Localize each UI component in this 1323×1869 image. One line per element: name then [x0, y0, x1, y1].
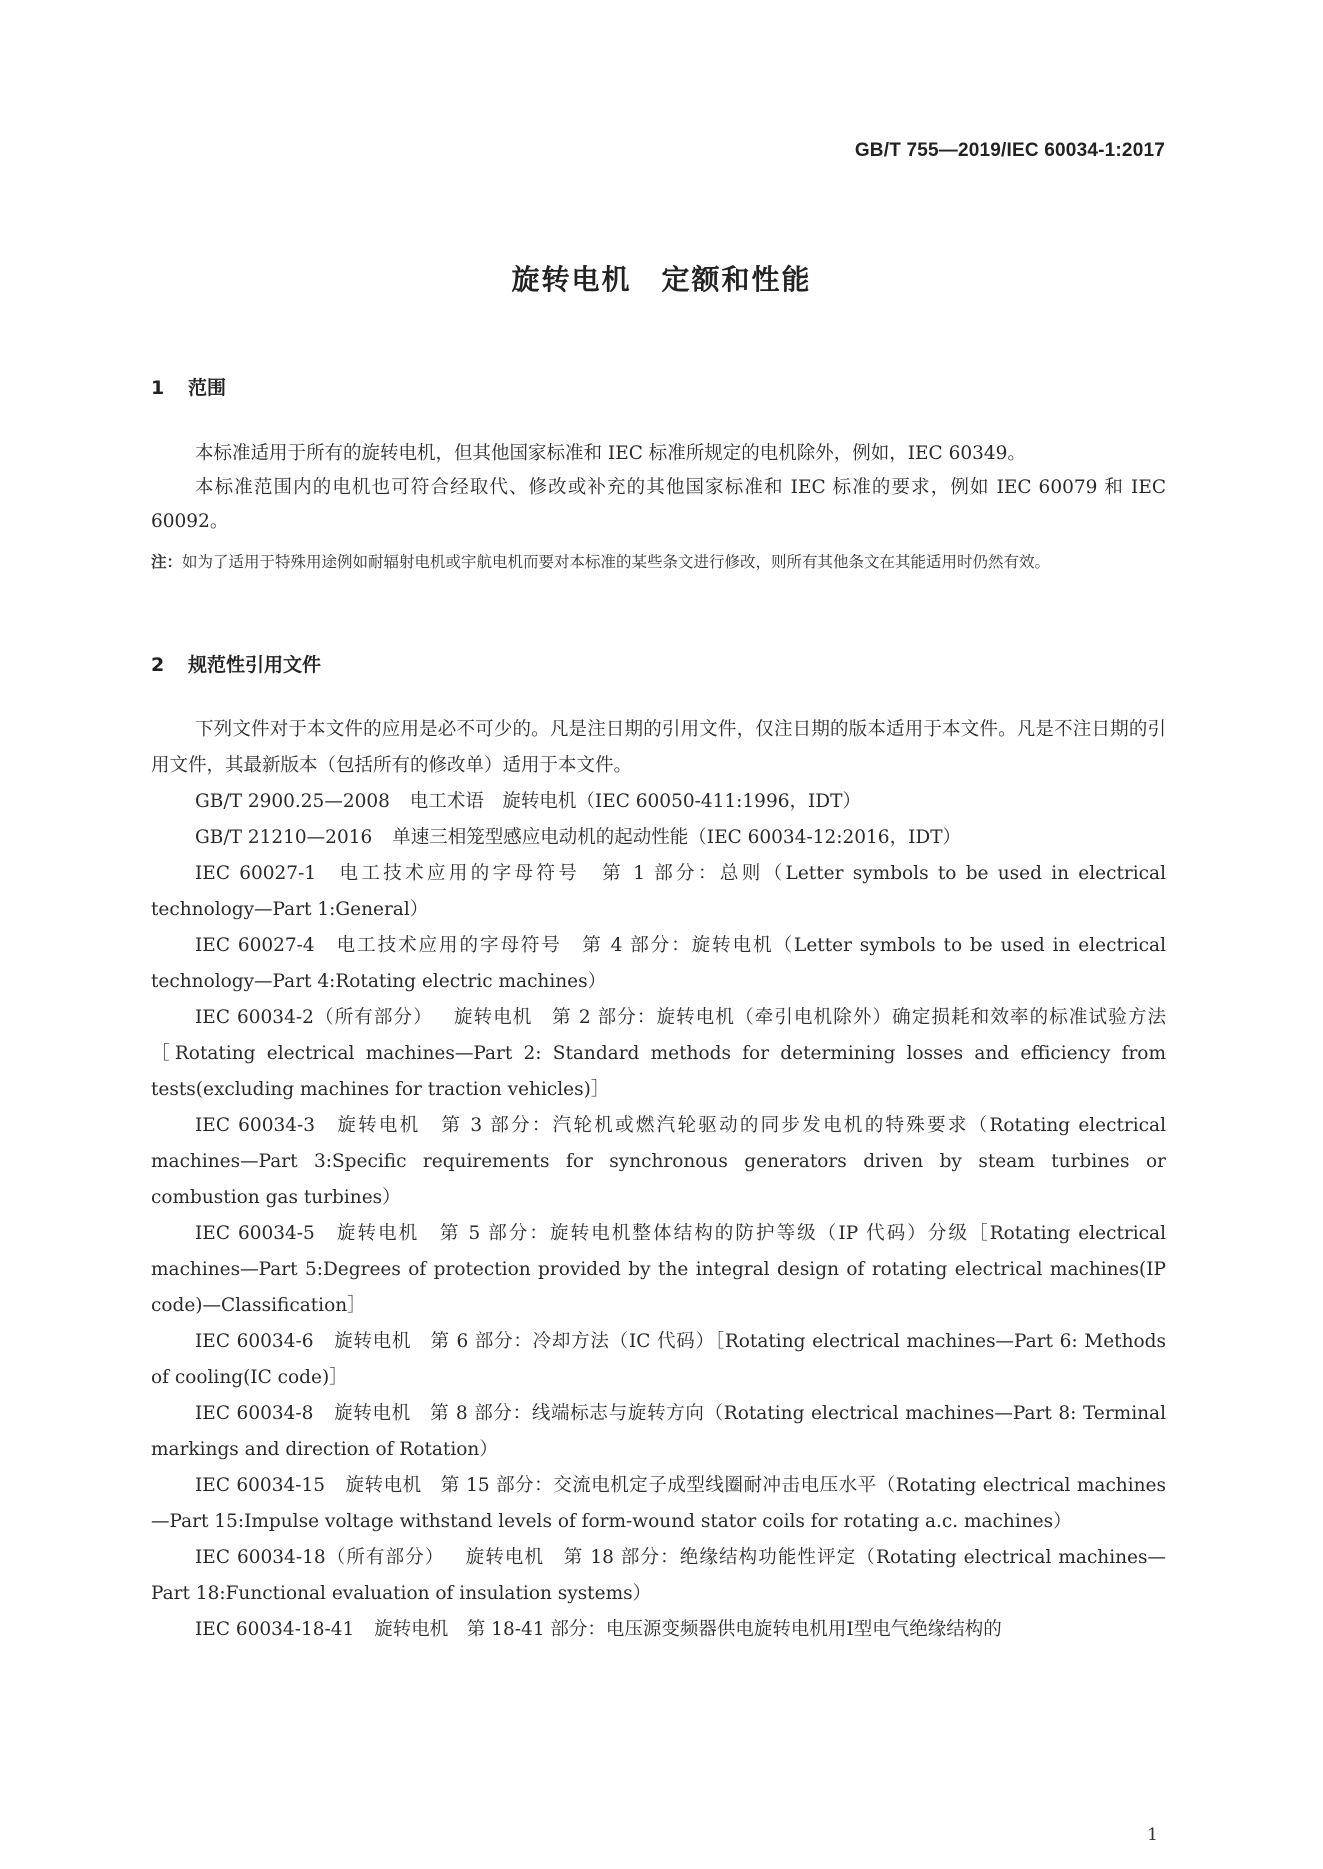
scope-paragraph-2: 本标准范围内的电机也可符合经取代、修改或补充的其他国家标准和 IEC 标准的要求，例如 IEC 60079 和 IEC 60092。 — [151, 477, 1166, 532]
reference-item — [151, 1000, 1166, 1108]
reference-code: IEC 60027-4 — [195, 935, 315, 956]
note-label: 注： — [151, 553, 183, 571]
scope-paragraph-1: 本标准适用于所有的旋转电机，但其他国家标准和 IEC 标准所规定的电机除外，例如，IEC 60349。 — [195, 443, 1026, 464]
reference-item — [151, 1540, 1166, 1612]
reference-item — [151, 784, 1166, 820]
section-1-number: 1 — [151, 377, 165, 399]
scope-note — [151, 545, 1166, 579]
reference-code: GB/T 2900.25—2008 — [195, 791, 390, 812]
page-number: 1 — [1147, 1825, 1158, 1845]
reference-title: 旋转电机 第 6 部分：冷却方法（IC 代码）［Rotating electrical machines—Part 6: Methods of cooling(IC code)］ — [151, 1331, 1166, 1388]
reference-code: IEC 60034-3 — [195, 1115, 316, 1136]
reference-code: IEC 60027-1 — [195, 863, 317, 884]
note-text: 如为了适用于特殊用途例如耐辐射电机或宇航电机而要对本标准的某些条文进行修改，则所有其他条文在其能适用时仍然有效。 — [182, 553, 1051, 571]
section-1-heading — [151, 373, 226, 400]
reference-code: IEC 60034-2（所有部分） — [195, 1007, 433, 1028]
reference-title: 单速三相笼型感应电动机的起动性能（IEC 60034-12:2016，IDT） — [392, 827, 962, 848]
reference-code: IEC 60034-5 — [195, 1223, 315, 1244]
section-1-body — [151, 437, 1166, 579]
reference-item — [151, 1396, 1166, 1468]
reference-title: 旋转电机 第 15 部分：交流电机定子成型线圈耐冲击电压水平（Rotating electrical machines—Part 15:Impulse voltage withstand levels of form-wound stator coils for rotating a.c. machines） — [151, 1475, 1166, 1532]
reference-item — [151, 1612, 1166, 1648]
section-2-body — [151, 712, 1166, 1648]
reference-item — [151, 928, 1166, 1000]
reference-code: IEC 60034-15 — [195, 1475, 326, 1496]
reference-title: 旋转电机 第 8 部分：线端标志与旋转方向（Rotating electrical machines—Part 8: Terminal markings and direction of Rotation） — [151, 1403, 1166, 1460]
reference-code: IEC 60034-8 — [195, 1403, 314, 1424]
standard-code-header: GB/T 755—2019/IEC 60034-1:2017 — [854, 140, 1165, 161]
section-2-number: 2 — [151, 654, 165, 676]
reference-title: 旋转电机 第 5 部分：旋转电机整体结构的防护等级（IP 代码）分级［Rotating electrical machines—Part 5:Degrees of protection provided by the integral design of rotating electrical machines(IP code)—Classification］ — [151, 1223, 1166, 1316]
reference-title: 旋转电机 第 3 部分：汽轮机或燃汽轮驱动的同步发电机的特殊要求（Rotating electrical machines—Part 3:Specific requirements for synchronous generators driven by steam turbines or combustion gas turbines） — [151, 1115, 1166, 1208]
reference-list — [151, 784, 1166, 1648]
reference-title: 电工技术应用的字母符号 第 4 部分：旋转电机（Letter symbols to be used in electrical technology—Part 4:Rotating electric machines） — [151, 935, 1166, 992]
reference-title: 电工术语 旋转电机（IEC 60050-411:1996，IDT） — [409, 791, 861, 812]
section-2-heading — [151, 650, 321, 677]
section-1-title: 范围 — [188, 377, 227, 399]
reference-title: 电工技术应用的字母符号 第 1 部分：总则（Letter symbols to be used in electrical technology—Part 1:General） — [151, 863, 1166, 920]
reference-title: 旋转电机 第 2 部分：旋转电机（牵引电机除外）确定损耗和效率的标准试验方法［Rotating electrical machines—Part 2: Standard methods for determining losses and efficiency from tests(excluding machines for traction vehicles)］ — [151, 1007, 1166, 1100]
reference-item — [151, 856, 1166, 928]
reference-code: IEC 60034-18（所有部分） — [195, 1547, 445, 1568]
reference-item — [151, 1216, 1166, 1324]
section-2-title: 规范性引用文件 — [188, 654, 322, 676]
reference-item — [151, 1324, 1166, 1396]
reference-item — [151, 820, 1166, 856]
references-intro: 下列文件对于本文件的应用是必不可少的。凡是注日期的引用文件，仅注日期的版本适用于本文件。凡是不注日期的引用文件，其最新版本（包括所有的修改单）适用于本文件。 — [151, 719, 1166, 776]
reference-code: GB/T 21210—2016 — [195, 827, 373, 848]
reference-title: 旋转电机 第 18 部分：绝缘结构功能性评定（Rotating electrical machines—Part 18:Functional evaluation of insulation systems） — [151, 1547, 1166, 1604]
reference-code: IEC 60034-18-41 — [195, 1619, 355, 1640]
reference-item — [151, 1108, 1166, 1216]
reference-item — [151, 1468, 1166, 1540]
document-title: 旋转电机 定额和性能 — [511, 263, 812, 296]
reference-title: 旋转电机 第 18-41 部分：电压源变频器供电旋转电机用Ⅰ型电气绝缘结构的 — [374, 1619, 1002, 1640]
reference-code: IEC 60034-6 — [195, 1331, 314, 1352]
